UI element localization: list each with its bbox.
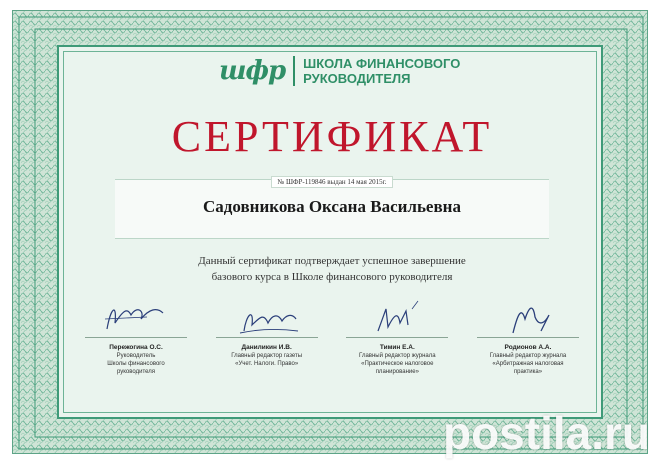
certificate-body xyxy=(57,45,603,419)
recipient-name: Садовникова Оксана Васильевна xyxy=(203,197,461,216)
certificate-title: СЕРТИФИКАТ xyxy=(171,112,493,161)
logo-text: ШКОЛА ФИНАНСОВОГО РУКОВОДИТЕЛЯ xyxy=(303,56,461,86)
certificate-number: № ШФР-119846 выдан 14 мая 2015г. xyxy=(271,176,394,188)
signature-image xyxy=(77,297,195,337)
signer-3: Тимин Е.А. Главный редактор журнала «Практическое налоговое планирование» xyxy=(338,297,456,376)
signer-1: Пережогина О.С. Руководитель Школы финансового руководителя xyxy=(77,297,195,376)
signer-4: Родионов А.А. Главный редактор журнала «Арбитражная налоговая практика» xyxy=(469,297,587,376)
watermark: postila.ru xyxy=(442,407,650,459)
signature-image xyxy=(338,297,456,337)
school-logo xyxy=(219,51,460,91)
signer-2: Даниликин И.В. Главный редактор газеты «Учет. Налоги. Право» xyxy=(208,297,326,376)
signatures-row xyxy=(77,297,587,376)
certificate-description: Данный сертификат подтверждает успешное завершение базового курса в Школе финансового руководителя xyxy=(198,255,466,283)
signature-image xyxy=(208,297,326,337)
logo-mark: шфр xyxy=(219,56,295,86)
signature-image xyxy=(469,297,587,337)
guilloche-border xyxy=(12,10,648,454)
